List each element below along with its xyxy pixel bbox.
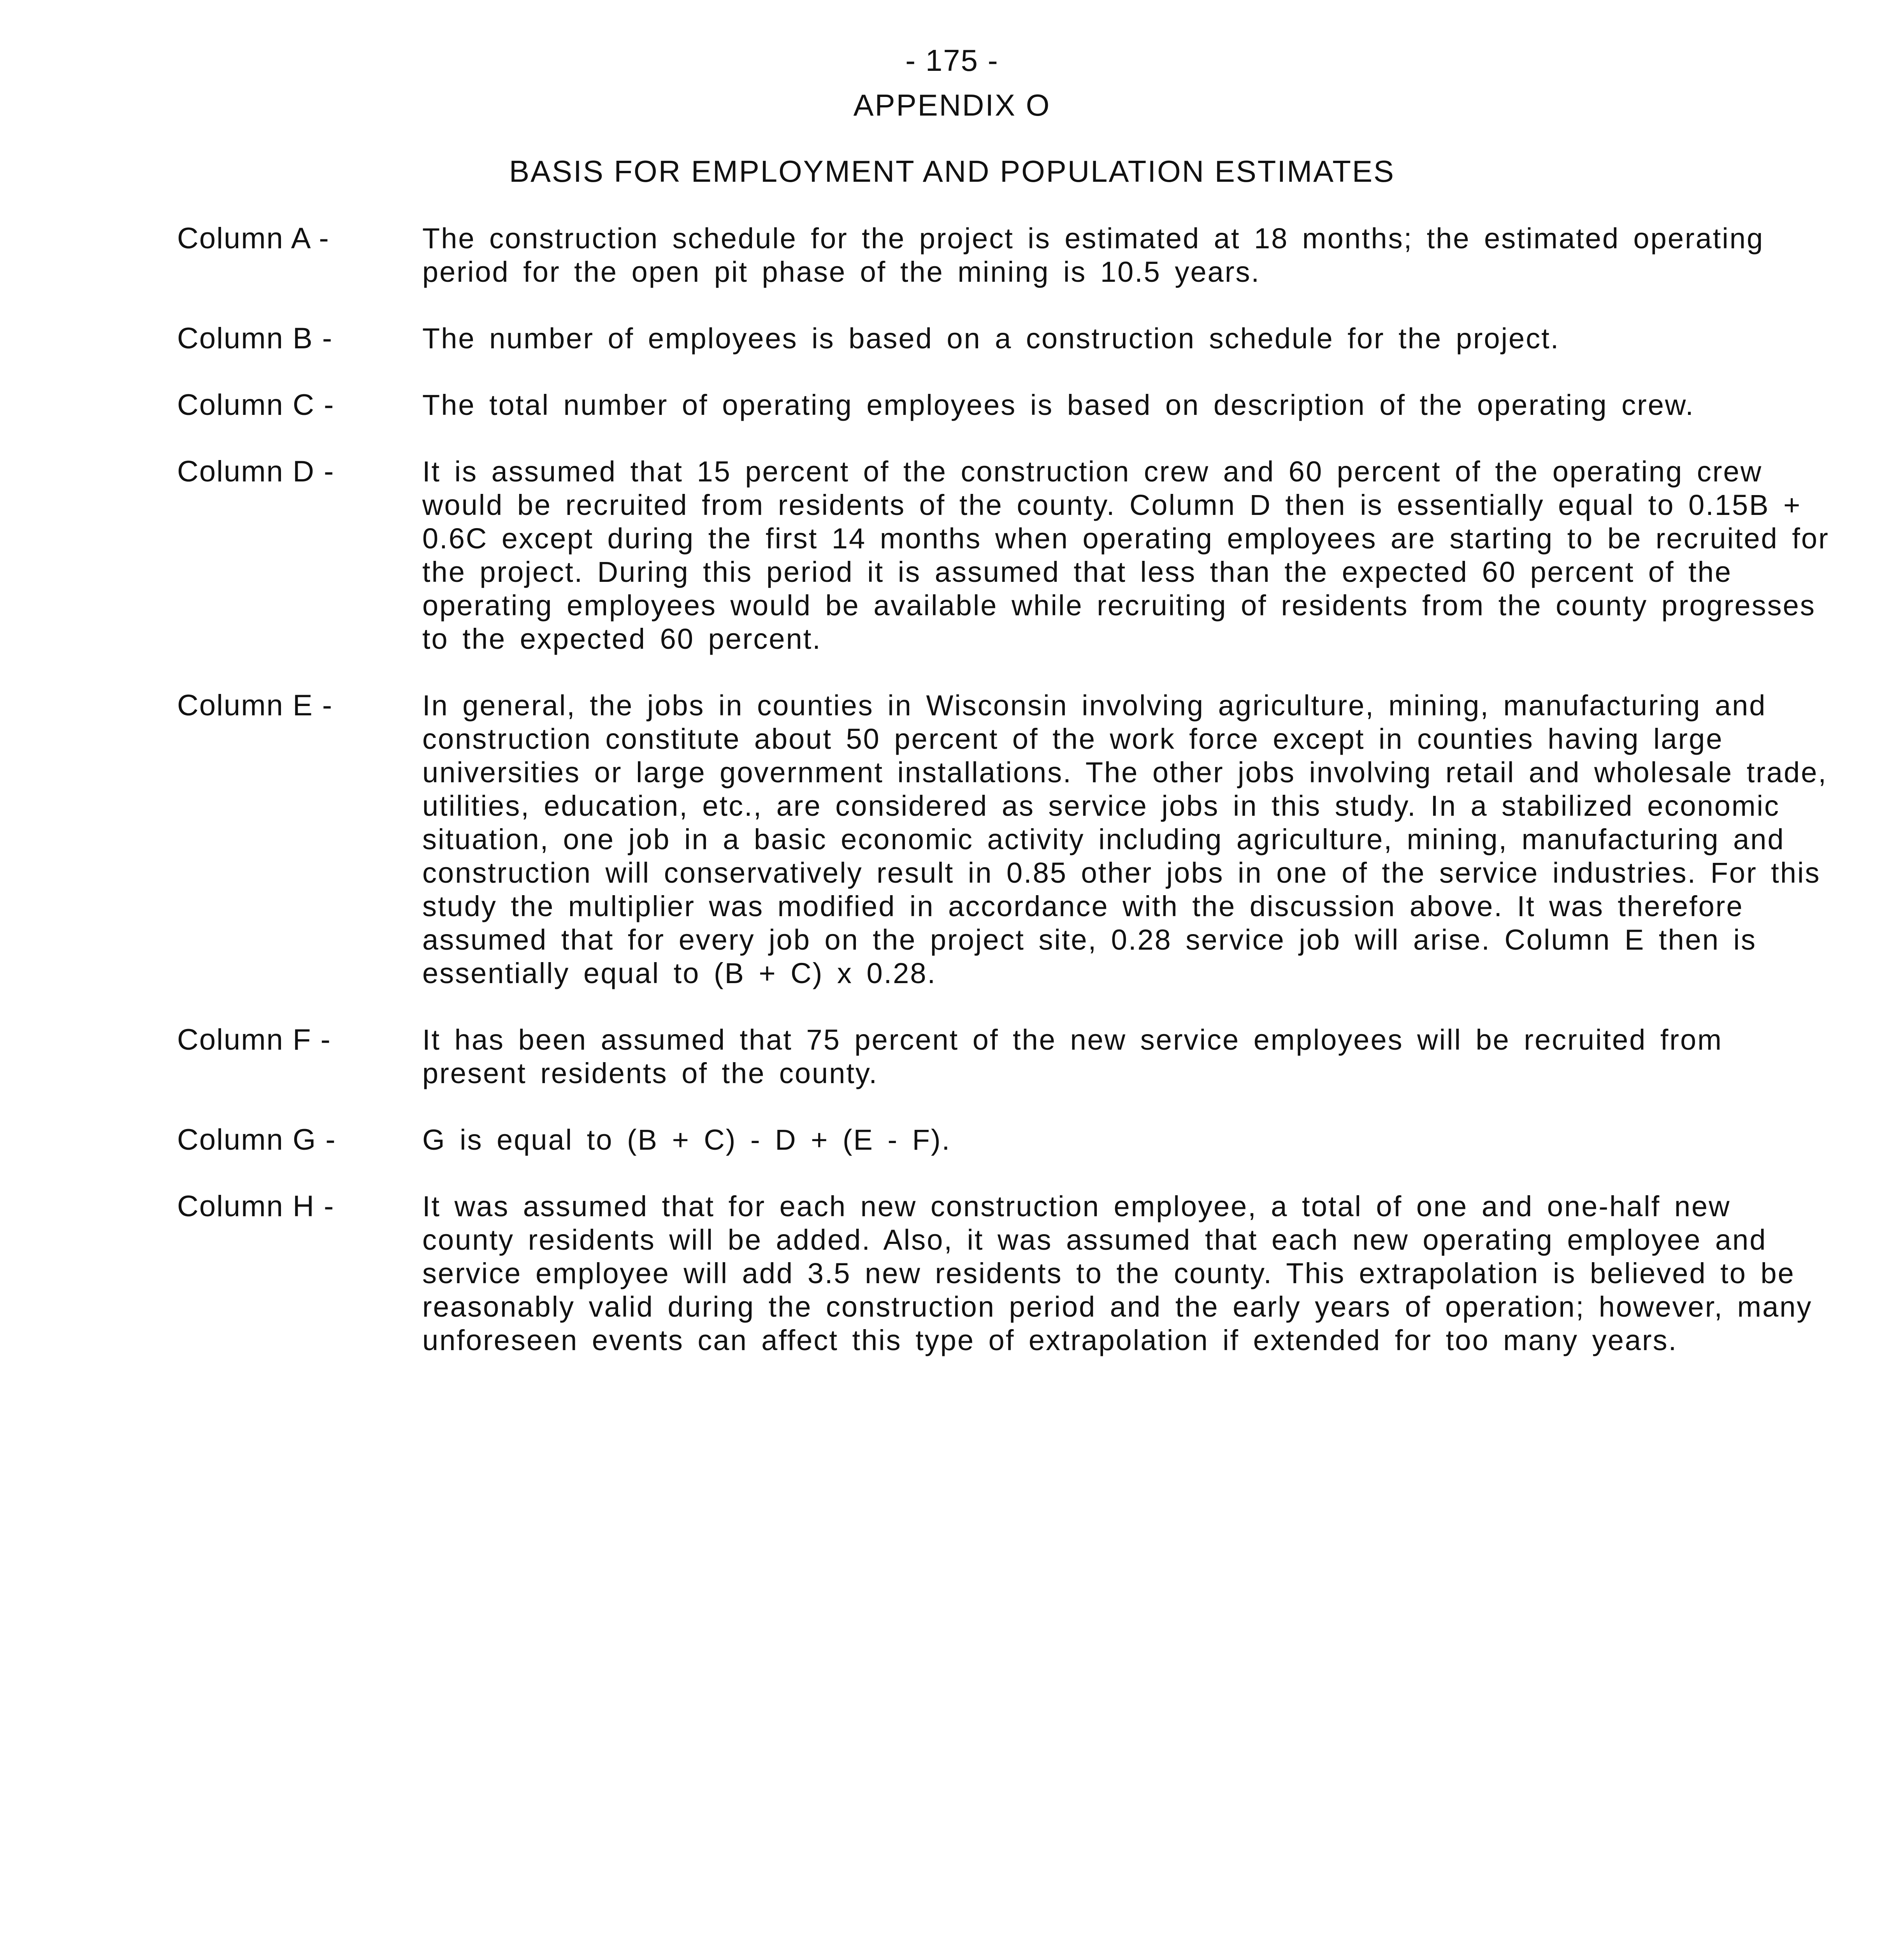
page-number: - 175 - <box>905 43 999 77</box>
column-g-text: G is equal to (B + C) - D + (E - F). <box>422 1124 951 1156</box>
column-a-text: The construction schedule for the project is estimated at 18 months; the estimated operating period for the open pit phase of the mining is 10.5 years. <box>422 222 1764 288</box>
column-e-text: In general, the jobs in counties in Wisconsin involving agriculture, mining, manufacturing and construction constitute about 50 percent of the work force except in counties having large universities or large government installations. The other jobs involving retail and wholesale trade, utilities, education, etc., are considered as service jobs in this study. In a stabilized economic situation, one job in a basic economic activity including agriculture, mining, manufacturing and construction will conservatively result in 0.85 other jobs in one of the service industries. For this study the multiplier was modified in accordance with the discussion above. It was therefore assumed that for every job on the project site, 0.28 service job will arise. Column E then is essentially equal to (B + C) x 0.28. <box>422 689 1827 989</box>
column-c-label: Column C - <box>177 388 335 422</box>
section-title: BASIS FOR EMPLOYMENT AND POPULATION ESTIMATES <box>509 154 1395 188</box>
column-c-text: The total number of operating employees is based on description of the operating crew. <box>422 389 1695 421</box>
column-b-label: Column B - <box>177 322 333 355</box>
column-g-label: Column G - <box>177 1123 336 1156</box>
column-d-entry <box>177 455 1851 656</box>
column-f-text: It has been assumed that 75 percent of the new service employees will be recruited from present residents of the county. <box>422 1024 1723 1089</box>
column-b-text: The number of employees is based on a construction schedule for the project. <box>422 322 1560 355</box>
column-f-label: Column F - <box>177 1023 331 1056</box>
column-e-entry <box>177 689 1851 990</box>
column-b-entry <box>177 322 1851 355</box>
column-h-label: Column H - <box>177 1190 335 1223</box>
column-g-entry <box>177 1123 1851 1157</box>
column-c-entry <box>177 388 1851 422</box>
column-h-text: It was assumed that for each new construction employee, a total of one and one-half new county residents will be added. Also, it was assumed that each new operating employee and service employee will add 3.5 new residents to the county. This extrapolation is believed to be reasonably valid during the construction period and the early years of operation; however, many unforeseen events can affect this type of extrapolation if extended for too many years. <box>422 1190 1813 1356</box>
column-d-text: It is assumed that 15 percent of the construction crew and 60 percent of the operating crew would be recruited from residents of the county. Column D then is essentially equal to 0.15B + 0.6C except during the first 14 months when operating employees are starting to be recruited for the project. During this period it is assumed that less than the expected 60 percent of the operating employees would be available while recruiting of residents from the county progresses to the expected 60 percent. <box>422 455 1829 655</box>
column-a-entry <box>177 222 1851 289</box>
column-e-label: Column E - <box>177 689 333 722</box>
column-a-label: Column A - <box>177 222 330 255</box>
column-definitions <box>177 222 1851 1390</box>
column-f-entry <box>177 1023 1851 1090</box>
column-d-label: Column D - <box>177 455 335 488</box>
appendix-title: APPENDIX O <box>853 88 1051 122</box>
column-h-entry <box>177 1190 1851 1357</box>
